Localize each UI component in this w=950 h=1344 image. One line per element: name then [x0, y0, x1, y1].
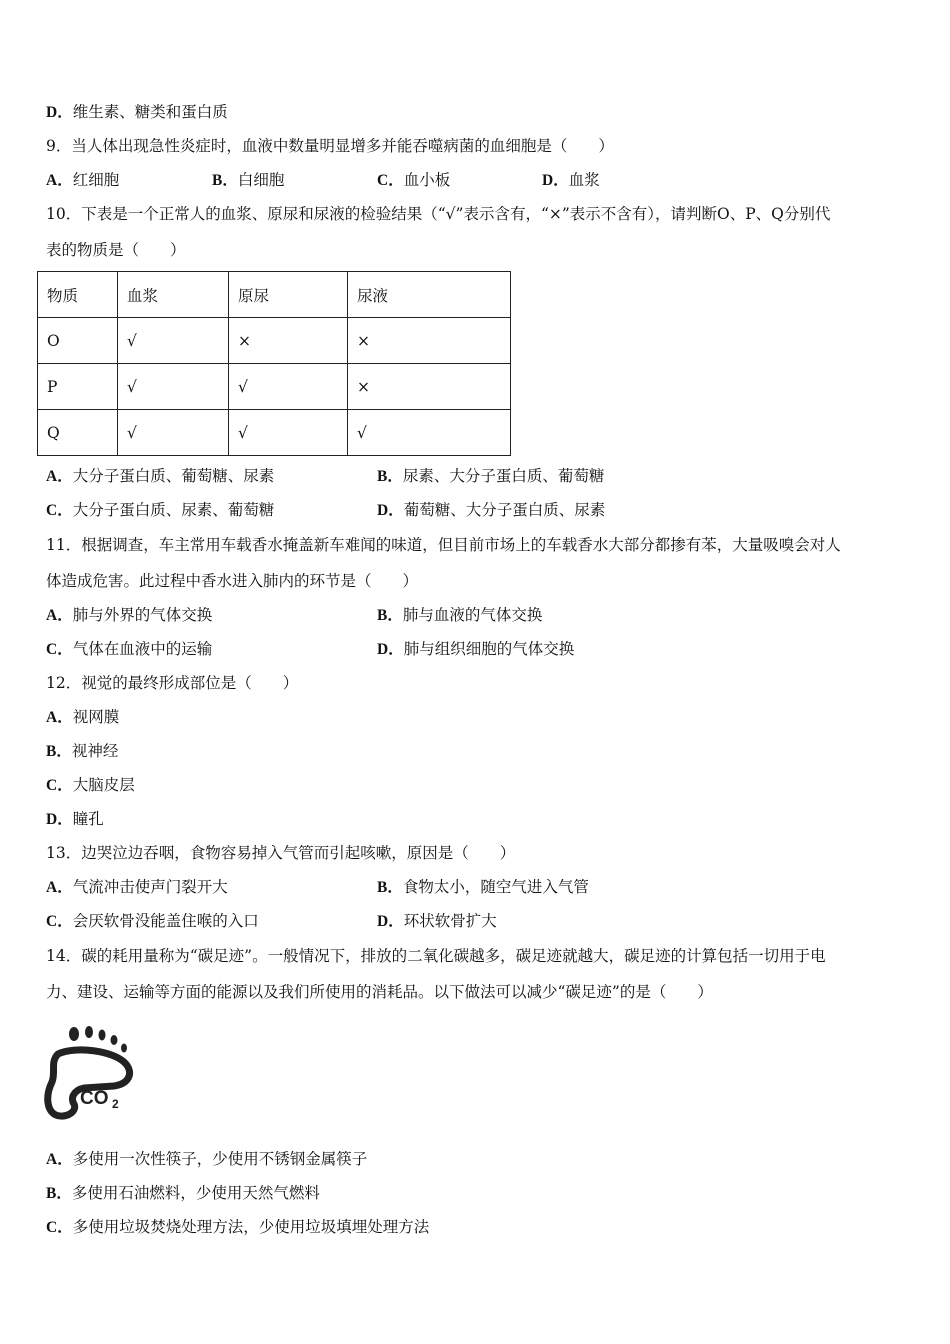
toe-shape: [85, 1026, 93, 1038]
option-label: C．: [46, 641, 73, 658]
co2-logo-text: CO: [80, 1088, 109, 1109]
table-row: [38, 318, 511, 364]
q11-stem-line2: 体造成危害。此过程中香水进入肺内的环节是（ ）: [46, 572, 419, 590]
table-row: [38, 364, 511, 410]
table-header: 血浆: [118, 272, 229, 318]
q10-option-b: [377, 466, 604, 487]
option-text: 肺与外界的气体交换: [72, 606, 213, 624]
q11-option-d: [377, 639, 574, 660]
q9-option-b: [212, 170, 284, 191]
q12-stem: 12．视觉的最终形成部位是（ ）: [46, 674, 299, 692]
toe-shape: [111, 1035, 118, 1045]
q10-option-d: [377, 500, 605, 521]
q12-option-c: [46, 775, 135, 796]
carbon-footprint-icon: [44, 1024, 136, 1122]
option-text: 气体在血液中的运输: [72, 640, 213, 658]
option-label: B．: [212, 172, 238, 189]
option-label: D．: [377, 641, 404, 658]
q9-option-d: [542, 170, 600, 191]
option-text: 视网膜: [72, 708, 120, 726]
toe-shape: [99, 1030, 106, 1041]
option-label: B．: [377, 607, 403, 624]
option-text: 食物太小，随空气进入气管: [402, 878, 589, 896]
option-label: C．: [46, 502, 73, 519]
option-text: 红细胞: [72, 171, 120, 189]
q14-option-b: [46, 1183, 320, 1204]
q11-stem-line1: 11．根据调查，车主常用车载香水掩盖新车难闻的味道，但目前市场上的车载香水大部分都掺有苯，大量吸嗅会对人: [46, 536, 841, 554]
option-label: A．: [46, 172, 73, 189]
option-text: 肺与组织细胞的气体交换: [403, 640, 575, 658]
q11-option-b: [377, 605, 542, 626]
table-cell: √: [229, 364, 348, 410]
option-text: 尿素、大分子蛋白质、葡萄糖: [402, 467, 605, 485]
option-label: D．: [46, 104, 73, 121]
table-cell: √: [229, 410, 348, 456]
table-cell: Q: [38, 410, 118, 456]
option-text: 白细胞: [237, 171, 285, 189]
option-text: 大脑皮层: [72, 776, 135, 794]
option-label: A．: [46, 607, 73, 624]
co2-logo-subscript: 2: [112, 1097, 119, 1111]
option-label: D．: [46, 811, 73, 828]
option-label: C．: [377, 172, 404, 189]
option-label: B．: [46, 1185, 72, 1202]
option-label: D．: [377, 502, 404, 519]
option-text: 大分子蛋白质、尿素、葡萄糖: [72, 501, 275, 519]
table-header: 原尿: [229, 272, 348, 318]
q13-stem: 13．边哭泣边吞咽，食物容易掉入气管而引起咳嗽，原因是（ ）: [46, 844, 516, 862]
table-cell: √: [118, 364, 229, 410]
option-text: 肺与血液的气体交换: [402, 606, 543, 624]
option-text: 血浆: [568, 171, 600, 189]
q10-table: [37, 271, 511, 456]
option-label: C．: [46, 913, 73, 930]
option-text: 会厌软骨没能盖住喉的入口: [72, 912, 259, 930]
option-text: 多使用垃圾焚烧处理方法，少使用垃圾填埋处理方法: [72, 1218, 430, 1236]
option-text: 视神经: [71, 742, 119, 760]
q12-option-a: [46, 707, 119, 728]
q11-option-c: [46, 639, 212, 660]
option-text: 环状软骨扩大: [403, 912, 497, 930]
option-label: B．: [46, 743, 72, 760]
option-label: D．: [542, 172, 569, 189]
table-row: [38, 410, 511, 456]
q8-option-d: [46, 102, 228, 123]
toe-shape: [121, 1044, 127, 1053]
option-text: 多使用石油燃料，少使用天然气燃料: [71, 1184, 320, 1202]
table-cell: O: [38, 318, 118, 364]
q11-option-a: [46, 605, 212, 626]
q13-option-d: [377, 911, 497, 932]
table-header: 物质: [38, 272, 118, 318]
q10-option-a: [46, 466, 274, 487]
q14-option-c: [46, 1217, 429, 1238]
table-cell: √: [118, 318, 229, 364]
option-text: 维生素、糖类和蛋白质: [72, 103, 228, 121]
q14-stem-line2: 力、建设、运输等方面的能源以及我们所使用的消耗品。以下做法可以减少“碳足迹”的是（ ）: [46, 983, 713, 1001]
q10-stem-line1: 10．下表是一个正常人的血浆、原尿和尿液的检验结果（“√”表示含有，“×”表示不含有），请判断O、P、Q分别代: [46, 205, 831, 223]
q9-option-a: [46, 170, 119, 191]
q13-option-c: [46, 911, 259, 932]
option-text: 大分子蛋白质、葡萄糖、尿素: [72, 467, 275, 485]
option-label: C．: [46, 777, 73, 794]
table-cell: ×: [348, 364, 511, 410]
option-label: A．: [46, 879, 73, 896]
q9-stem: 9．当人体出现急性炎症时，血液中数量明显增多并能吞噬病菌的血细胞是（ ）: [46, 137, 614, 155]
option-label: C．: [46, 1219, 73, 1236]
option-label: A．: [46, 1151, 73, 1168]
option-text: 多使用一次性筷子，少使用不锈钢金属筷子: [72, 1150, 368, 1168]
q13-option-a: [46, 877, 228, 898]
option-text: 气流冲击使声门裂开大: [72, 878, 228, 896]
table-cell: ×: [348, 318, 511, 364]
q13-option-b: [377, 877, 589, 898]
q10-option-c: [46, 500, 274, 521]
option-label: A．: [46, 468, 73, 485]
option-label: B．: [377, 468, 403, 485]
table-header-row: [38, 272, 511, 318]
option-label: B．: [377, 879, 403, 896]
q14-option-a: [46, 1149, 367, 1170]
option-text: 血小板: [403, 171, 451, 189]
q9-option-c: [377, 170, 450, 191]
q10-stem-line2: 表的物质是（ ）: [46, 241, 186, 259]
option-label: D．: [377, 913, 404, 930]
option-label: A．: [46, 709, 73, 726]
table-cell: √: [348, 410, 511, 456]
q12-option-d: [46, 809, 104, 830]
table-header: 尿液: [348, 272, 511, 318]
option-text: 瞳孔: [72, 810, 104, 828]
option-text: 葡萄糖、大分子蛋白质、尿素: [403, 501, 606, 519]
table-cell: ×: [229, 318, 348, 364]
table-cell: √: [118, 410, 229, 456]
toe-shape: [69, 1027, 79, 1041]
table-cell: P: [38, 364, 118, 410]
q12-option-b: [46, 741, 118, 762]
q14-stem-line1: 14．碳的耗用量称为“碳足迹”。一般情况下，排放的二氧化碳越多，碳足迹就越大，碳足迹的计算包括一切用于电: [46, 947, 826, 965]
